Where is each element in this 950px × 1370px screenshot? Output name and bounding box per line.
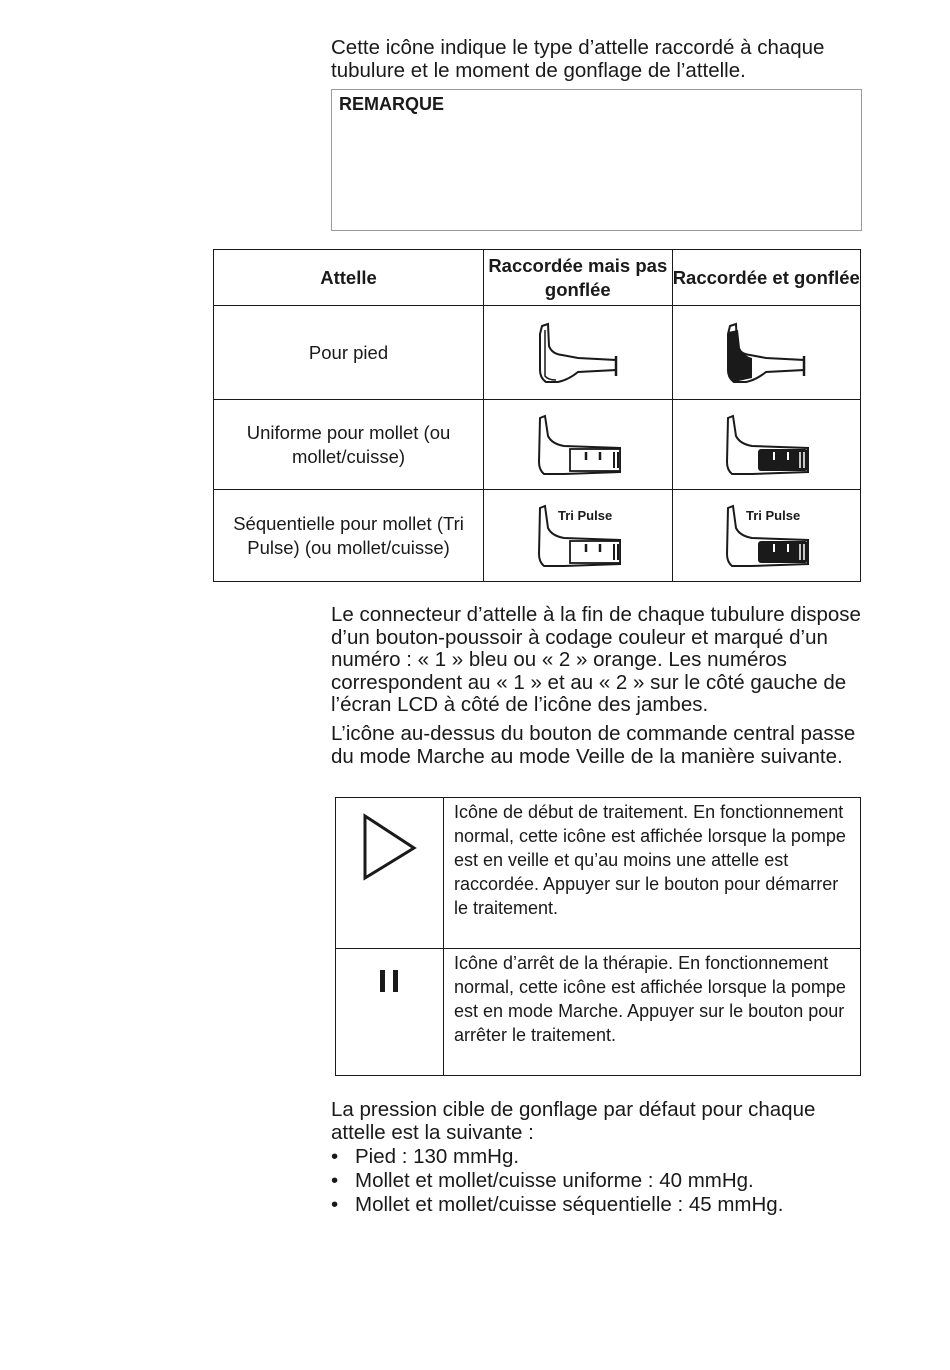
table-row [336, 798, 861, 949]
pressure-list [331, 1145, 783, 1217]
remarque-box [331, 89, 862, 231]
play-icon [360, 812, 420, 882]
play-icon-cell [336, 798, 444, 949]
table-row [214, 490, 861, 582]
calf-splint-deflated-cell [484, 400, 672, 490]
connector-paragraph: Le connecteur d’attelle à la fin de chaque tubulure dispose d’un bouton-poussoir à codage couleur et marqué d’un numéro : « 1 » bleu ou « 2 » orange. Les numéros correspondent au « 1 » et au « 2 » sur le côté gauche de l’écran LCD à côté de l’icône des jambes. [331, 603, 861, 716]
header-connected-inflated: Raccordée et gonflée [672, 250, 860, 306]
table-row [336, 949, 861, 1076]
splint-name: Uniforme pour mollet (ou mollet/cuisse) [214, 400, 484, 490]
calf-splint-icon [528, 410, 628, 480]
tri-pulse-splint-icon [528, 500, 628, 572]
pause-icon [375, 967, 405, 997]
splint-table [213, 249, 861, 582]
tri-pulse-label: Tri Pulse [557, 507, 612, 523]
header-connected-not-inflated: Raccordée mais pas gonflée [484, 250, 672, 306]
pressure-intro: La pression cible de gonflage par défaut pour chaque attelle est la suivante : [331, 1098, 816, 1144]
tri-pulse-label: Tri Pulse [746, 507, 801, 523]
calf-splint-inflated-icon [716, 410, 816, 480]
tri-pulse-deflated-cell [484, 490, 672, 582]
pause-icon-cell [336, 949, 444, 1076]
play-icon-description: Icône de début de traitement. En fonctionnement normal, cette icône est affichée lorsque la pompe est en veille et qu’au moins une attelle est raccordée. Appuyer sur le bouton pour démarrer le traitement. [444, 798, 861, 949]
tri-pulse-inflated-cell [672, 490, 860, 582]
foot-splint-inflated-icon [716, 318, 816, 388]
list-item: • Pied : 130 mmHg. [331, 1145, 783, 1169]
foot-splint-deflated-cell [484, 306, 672, 400]
foot-splint-icon [528, 318, 628, 388]
icon-mode-paragraph: L’icône au-dessus du bouton de commande central passe du mode Marche au mode Veille de la manière suivante. [331, 722, 856, 768]
tri-pulse-splint-inflated-icon [716, 500, 816, 572]
header-attelle: Attelle [214, 250, 484, 306]
calf-splint-inflated-cell [672, 400, 860, 490]
splint-name: Séquentielle pour mollet (Tri Pulse) (ou mollet/cuisse) [214, 490, 484, 582]
list-item: • Mollet et mollet/cuisse uniforme : 40 mmHg. [331, 1169, 783, 1193]
table-row [214, 400, 861, 490]
pause-icon-description: Icône d’arrêt de la thérapie. En fonctionnement normal, cette icône est affichée lorsque la pompe est en mode Marche. Appuyer sur le bouton pour arrêter le traitement. [444, 949, 861, 1076]
foot-splint-inflated-cell [672, 306, 860, 400]
mode-icon-table [335, 797, 861, 1076]
list-item: • Mollet et mollet/cuisse séquentielle : 45 mmHg. [331, 1193, 783, 1217]
splint-name: Pour pied [214, 306, 484, 400]
remarque-label: REMARQUE [339, 94, 445, 114]
table-row [214, 306, 861, 400]
intro-paragraph: Cette icône indique le type d’attelle raccordé à chaque tubulure et le moment de gonflage de l’attelle. [331, 36, 825, 82]
